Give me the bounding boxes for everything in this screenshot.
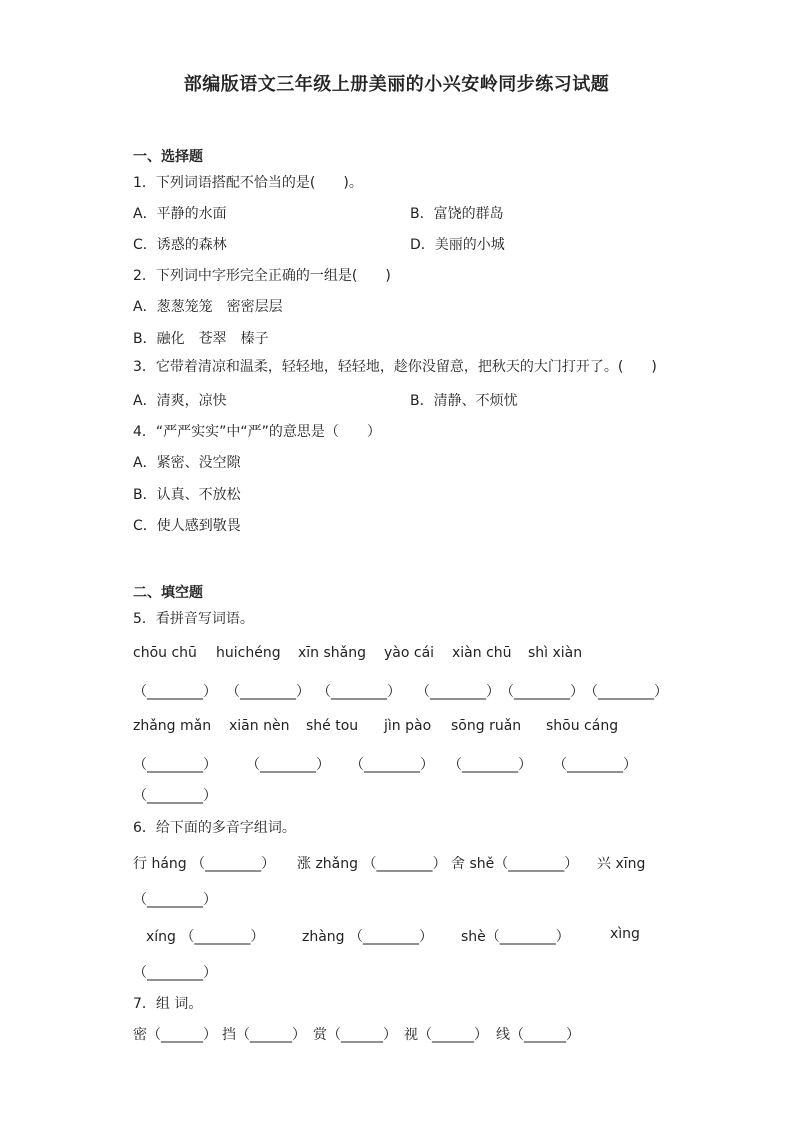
word-item: 视（______）	[404, 1027, 488, 1043]
question-6-stem: 6．给下面的多音字组词。	[133, 820, 296, 836]
polyphone-item: 行 háng （________）	[133, 856, 276, 872]
polyphone-item: 舍 shě（________）	[451, 856, 579, 872]
question-2-stem: 2．下列词中字形完全正确的一组是( )	[133, 268, 391, 284]
document-title: 部编版语文三年级上册美丽的小兴安岭同步练习试题	[183, 74, 610, 95]
question-7-stem: 7．组 词。	[133, 996, 203, 1012]
pinyin-1: chōu chū	[133, 645, 197, 661]
question-1-option-b: B．富饶的群岛	[410, 206, 504, 222]
pinyin-4: yào cái	[384, 645, 435, 661]
answer-blank[interactable]: （________）	[133, 892, 217, 908]
word-item: 赏（______）	[313, 1027, 397, 1043]
question-3-stem: 3．它带着清凉和温柔，轻轻地，轻轻地，趁你没留意，把秋天的大门打开了。( )	[133, 359, 657, 375]
question-3-option-a: A．清爽，凉快	[133, 393, 227, 409]
answer-blank[interactable]: （________）	[317, 684, 401, 700]
pinyin-12: shōu cáng	[546, 718, 619, 734]
answer-blank[interactable]: （________）	[416, 684, 500, 700]
polyphone-item: xíng （________）	[146, 929, 265, 945]
question-3-option-b: B．清静、不烦忧	[410, 393, 518, 409]
answer-blank[interactable]: （________）	[133, 684, 217, 700]
question-1-option-c: C．诱惑的森林	[133, 237, 227, 253]
word-item: 挡（______）	[222, 1027, 306, 1043]
pinyin-9: shé tou	[306, 718, 359, 734]
question-1-option-d: D．美丽的小城	[410, 237, 505, 253]
pinyin-3: xīn shǎng	[298, 645, 367, 661]
answer-blank[interactable]: （________）	[133, 788, 217, 804]
answer-blank[interactable]: （________）	[584, 684, 668, 700]
pinyin-2: huichéng	[216, 645, 281, 661]
question-1-option-a: A．平静的水面	[133, 206, 227, 222]
answer-blank[interactable]: （________）	[246, 757, 330, 773]
pinyin-5: xiàn chū	[452, 645, 512, 661]
question-4-option-a: A．紧密、没空隙	[133, 455, 241, 471]
question-4-stem: 4．“严严实实”中“严”的意思是（ ）	[133, 424, 381, 440]
answer-blank[interactable]: （________）	[448, 757, 532, 773]
pinyin-7: zhǎng mǎn	[133, 718, 212, 734]
question-4-option-c: C．使人感到敬畏	[133, 518, 241, 534]
pinyin-8: xiān nèn	[229, 718, 290, 734]
section-heading-choice: 一、选择题	[133, 149, 203, 165]
question-1-stem: 1．下列词语搭配不恰当的是( )。	[133, 175, 363, 191]
question-4-option-b: B．认真、不放松	[133, 487, 241, 503]
answer-blank[interactable]: （________）	[350, 757, 434, 773]
answer-blank[interactable]: （________）	[133, 757, 217, 773]
polyphone-item: xìng	[610, 926, 640, 942]
answer-blank[interactable]: （________）	[133, 965, 217, 981]
pinyin-6: shì xiàn	[528, 645, 583, 661]
answer-blank[interactable]: （________）	[553, 757, 637, 773]
question-5-stem: 5．看拼音写词语。	[133, 611, 254, 627]
word-item: 线（______）	[496, 1027, 580, 1043]
word-item: 密（______）	[133, 1027, 217, 1043]
question-2-option-b: B．融化 苍翠 榛子	[133, 331, 269, 347]
polyphone-item: shè（________）	[461, 929, 570, 945]
question-2-option-a: A．葱葱笼笼 密密层层	[133, 299, 283, 315]
polyphone-item: zhàng （________）	[302, 929, 434, 945]
section-heading-fill: 二、填空题	[133, 585, 203, 601]
pinyin-10: jìn pào	[384, 718, 432, 734]
polyphone-item: 涨 zhǎng （________）	[297, 856, 447, 872]
answer-blank[interactable]: （________）	[226, 684, 310, 700]
answer-blank[interactable]: （________）	[500, 684, 584, 700]
pinyin-11: sōng ruǎn	[451, 718, 522, 734]
polyphone-item: 兴 xīng	[597, 856, 646, 872]
